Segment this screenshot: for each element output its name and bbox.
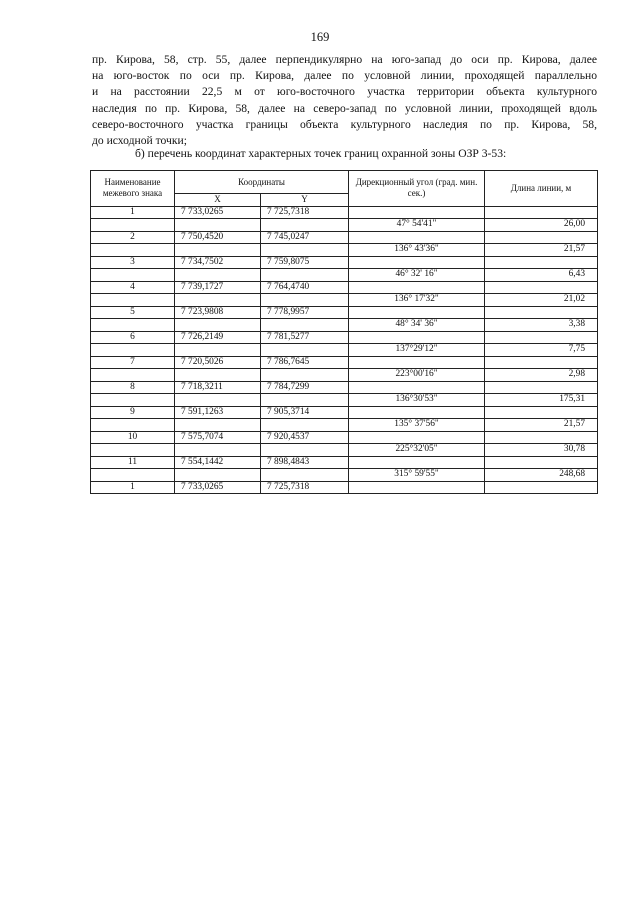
cell-y: 7 781,5277 <box>261 331 349 344</box>
cell-x: 7 750,4520 <box>175 231 261 244</box>
cell-angle: 48° 34' 36" <box>349 319 485 332</box>
cell-mark <box>91 294 175 307</box>
table-row <box>91 319 598 332</box>
cell-angle <box>349 431 485 444</box>
cell-x: 7 723,9808 <box>175 306 261 319</box>
cell-mark: 7 <box>91 356 175 369</box>
cell-angle: 136° 17'32" <box>349 294 485 307</box>
header-mark-name: Наименование межевого знака <box>91 171 175 207</box>
cell-length: 175,31 <box>485 394 598 407</box>
cell-y: 7 764,4740 <box>261 281 349 294</box>
cell-y: 7 725,7318 <box>261 206 349 219</box>
cell-angle <box>349 306 485 319</box>
cell-y <box>261 344 349 357</box>
page-number: 169 <box>310 30 330 44</box>
cell-x: 7 726,2149 <box>175 331 261 344</box>
header-direction-angle: Дирекционный угол (град. мин. сек.) <box>349 171 485 207</box>
cell-x: 7 733,0265 <box>175 206 261 219</box>
cell-y: 7 759,8075 <box>261 256 349 269</box>
cell-length <box>485 331 598 344</box>
table-row <box>91 256 598 269</box>
cell-x <box>175 419 261 432</box>
cell-y: 7 778,9957 <box>261 306 349 319</box>
table-row <box>91 406 598 419</box>
cell-length <box>485 481 598 494</box>
cell-x <box>175 319 261 332</box>
cell-angle: 137°29'12" <box>349 344 485 357</box>
header-line-length: Длина линии, м <box>485 171 598 207</box>
table-row <box>91 219 598 232</box>
cell-length: 3,38 <box>485 319 598 332</box>
cell-mark: 11 <box>91 456 175 469</box>
cell-length: 2,98 <box>485 369 598 382</box>
table-row <box>91 394 598 407</box>
cell-angle <box>349 381 485 394</box>
cell-angle: 225°32'05" <box>349 444 485 457</box>
table-row <box>91 369 598 382</box>
table-row <box>91 244 598 257</box>
cell-x <box>175 294 261 307</box>
cell-angle: 47° 54'41" <box>349 219 485 232</box>
cell-y: 7 905,3714 <box>261 406 349 419</box>
cell-mark: 5 <box>91 306 175 319</box>
cell-x <box>175 269 261 282</box>
cell-length: 248,68 <box>485 469 598 482</box>
cell-y: 7 920,4537 <box>261 431 349 444</box>
cell-x <box>175 344 261 357</box>
table-row <box>91 444 598 457</box>
cell-angle <box>349 331 485 344</box>
cell-length <box>485 281 598 294</box>
cell-x <box>175 469 261 482</box>
cell-angle <box>349 206 485 219</box>
table-row <box>91 469 598 482</box>
paragraph-line: наследия по пр. Кирова, 58, далее на северо-запад по условной линии, проходящей вдоль <box>92 101 597 115</box>
table-row <box>91 419 598 432</box>
cell-angle <box>349 456 485 469</box>
table-caption: б) перечень координат характерных точек границ охранной зоны ОЗР 3-53: <box>135 147 507 160</box>
cell-mark <box>91 344 175 357</box>
cell-length <box>485 206 598 219</box>
table-row <box>91 356 598 369</box>
cell-length <box>485 256 598 269</box>
cell-x <box>175 219 261 232</box>
table-body <box>91 206 598 494</box>
body-paragraph <box>92 52 597 149</box>
cell-mark <box>91 469 175 482</box>
cell-x: 7 739,1727 <box>175 281 261 294</box>
table-row <box>91 231 598 244</box>
cell-length: 21,57 <box>485 244 598 257</box>
table-row <box>91 381 598 394</box>
table-row <box>91 269 598 282</box>
cell-angle <box>349 356 485 369</box>
cell-x <box>175 369 261 382</box>
cell-y <box>261 219 349 232</box>
table-row <box>91 344 598 357</box>
table-row <box>91 481 598 494</box>
cell-length: 26,00 <box>485 219 598 232</box>
cell-mark <box>91 419 175 432</box>
cell-mark <box>91 269 175 282</box>
cell-angle: 315° 59'55" <box>349 469 485 482</box>
paragraph-line: северо-восточного участка границы объекта культурного наследия по пр. Кирова, 58, <box>92 117 597 131</box>
cell-angle <box>349 406 485 419</box>
cell-length: 21,02 <box>485 294 598 307</box>
header-x: X <box>175 194 261 207</box>
cell-y: 7 898,4843 <box>261 456 349 469</box>
cell-length <box>485 231 598 244</box>
cell-mark: 1 <box>91 206 175 219</box>
cell-x: 7 554,1442 <box>175 456 261 469</box>
cell-mark <box>91 319 175 332</box>
cell-length: 7,75 <box>485 344 598 357</box>
cell-mark <box>91 394 175 407</box>
cell-y <box>261 319 349 332</box>
cell-length <box>485 356 598 369</box>
cell-angle <box>349 481 485 494</box>
coordinates-table <box>90 170 598 494</box>
header-y: Y <box>261 194 349 207</box>
cell-mark: 8 <box>91 381 175 394</box>
cell-x: 7 591,1263 <box>175 406 261 419</box>
cell-y: 7 745,0247 <box>261 231 349 244</box>
cell-angle: 136°30'53" <box>349 394 485 407</box>
cell-mark: 3 <box>91 256 175 269</box>
table-row <box>91 456 598 469</box>
cell-y <box>261 244 349 257</box>
cell-y <box>261 444 349 457</box>
cell-x: 7 734,7502 <box>175 256 261 269</box>
cell-x: 7 575,7074 <box>175 431 261 444</box>
cell-y <box>261 469 349 482</box>
cell-mark: 1 <box>91 481 175 494</box>
cell-x: 7 718,3211 <box>175 381 261 394</box>
cell-angle: 135° 37'56" <box>349 419 485 432</box>
cell-length: 30,78 <box>485 444 598 457</box>
cell-y: 7 725,7318 <box>261 481 349 494</box>
table-row <box>91 431 598 444</box>
cell-y: 7 784,7299 <box>261 381 349 394</box>
cell-mark: 9 <box>91 406 175 419</box>
cell-length <box>485 406 598 419</box>
paragraph-line: до исходной точки; <box>92 134 187 148</box>
cell-y <box>261 294 349 307</box>
cell-angle: 136° 43'36" <box>349 244 485 257</box>
header-coordinates: Координаты <box>175 171 349 194</box>
cell-mark: 10 <box>91 431 175 444</box>
cell-angle: 46° 32' 16" <box>349 269 485 282</box>
cell-length <box>485 456 598 469</box>
cell-mark <box>91 244 175 257</box>
cell-x <box>175 244 261 257</box>
table-row <box>91 281 598 294</box>
cell-x <box>175 444 261 457</box>
cell-length <box>485 306 598 319</box>
cell-y <box>261 394 349 407</box>
cell-angle: 223°00'16" <box>349 369 485 382</box>
cell-y <box>261 369 349 382</box>
cell-length: 21,57 <box>485 419 598 432</box>
cell-x: 7 733,0265 <box>175 481 261 494</box>
cell-mark <box>91 219 175 232</box>
cell-y <box>261 269 349 282</box>
cell-y: 7 786,7645 <box>261 356 349 369</box>
cell-mark <box>91 369 175 382</box>
cell-length <box>485 431 598 444</box>
paragraph-line: на юго-восток по оси пр. Кирова, далее по условной линии, проходящей параллельно <box>92 69 597 83</box>
table-row <box>91 294 598 307</box>
cell-length <box>485 381 598 394</box>
cell-angle <box>349 231 485 244</box>
table-row <box>91 206 598 219</box>
cell-mark: 4 <box>91 281 175 294</box>
cell-length: 6,43 <box>485 269 598 282</box>
paragraph-line: пр. Кирова, 58, стр. 55, далее перпендикулярно на юго-запад до оси пр. Кирова, далее <box>92 53 597 66</box>
cell-x: 7 720,5026 <box>175 356 261 369</box>
cell-angle <box>349 256 485 269</box>
cell-mark: 6 <box>91 331 175 344</box>
cell-y <box>261 419 349 432</box>
cell-x <box>175 394 261 407</box>
cell-mark: 2 <box>91 231 175 244</box>
table-row <box>91 306 598 319</box>
cell-angle <box>349 281 485 294</box>
paragraph-line: и на расстоянии 22,5 м от юго-восточного участка территории объекта культурного <box>92 85 597 99</box>
cell-mark <box>91 444 175 457</box>
table-row <box>91 331 598 344</box>
